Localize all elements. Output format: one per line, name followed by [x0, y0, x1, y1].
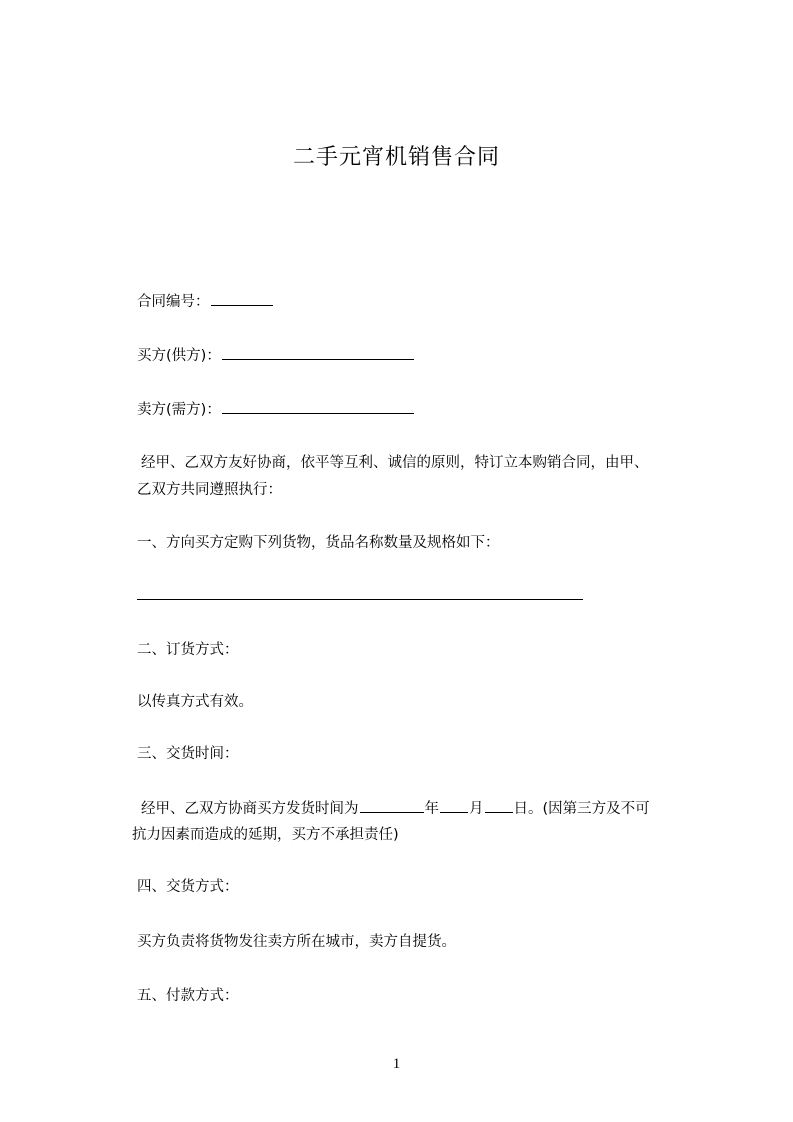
- contract-number-blank[interactable]: [211, 291, 273, 306]
- day-label-and-note: 日。(因第三方及不可: [513, 801, 650, 817]
- page-number: 1: [392, 1056, 401, 1072]
- delivery-day-blank[interactable]: [485, 798, 513, 813]
- delivery-month-blank[interactable]: [440, 798, 468, 813]
- section-4-heading: 四、交货方式：: [137, 879, 239, 895]
- section-2-body: 以传真方式有效。: [137, 694, 253, 710]
- section-5-heading: 五、付款方式：: [137, 988, 239, 1004]
- goods-spec-blank-line[interactable]: [137, 599, 583, 600]
- seller-label: 卖方(需方)：: [137, 402, 221, 418]
- seller-blank[interactable]: [222, 399, 414, 414]
- delivery-year-blank[interactable]: [360, 798, 424, 813]
- month-label: 月: [469, 801, 484, 817]
- section-3-body-line-2: 抗力因素而造成的延期，买方不承担责任): [132, 827, 399, 843]
- contract-number-line: [137, 291, 717, 312]
- section-4-body: 买方负责将货物发往卖方所在城市，卖方自提货。: [137, 934, 456, 950]
- section-1-heading: 一、方向买方定购下列货物，货品名称数量及规格如下：: [137, 535, 500, 551]
- delivery-time-prefix: 经甲、乙双方协商买方发货时间为: [141, 801, 359, 817]
- seller-line: [137, 399, 717, 420]
- section-2-heading: 二、订货方式：: [137, 642, 239, 658]
- buyer-label: 买方(供方)：: [137, 348, 221, 364]
- buyer-line: [137, 345, 717, 366]
- document-title: 二手元宵机销售合同: [292, 145, 500, 170]
- buyer-blank[interactable]: [222, 345, 414, 360]
- intro-line-1: 经甲、乙双方友好协商，依平等互利、诚信的原则，特订立本购销合同，由甲、: [141, 455, 649, 471]
- year-label: 年: [424, 801, 439, 817]
- contract-number-label: 合同编号：: [137, 294, 210, 310]
- section-3-body-line-1: [141, 798, 721, 819]
- section-3-heading: 三、交货时间：: [137, 746, 239, 762]
- intro-line-2: 乙双方共同遵照执行：: [137, 482, 282, 498]
